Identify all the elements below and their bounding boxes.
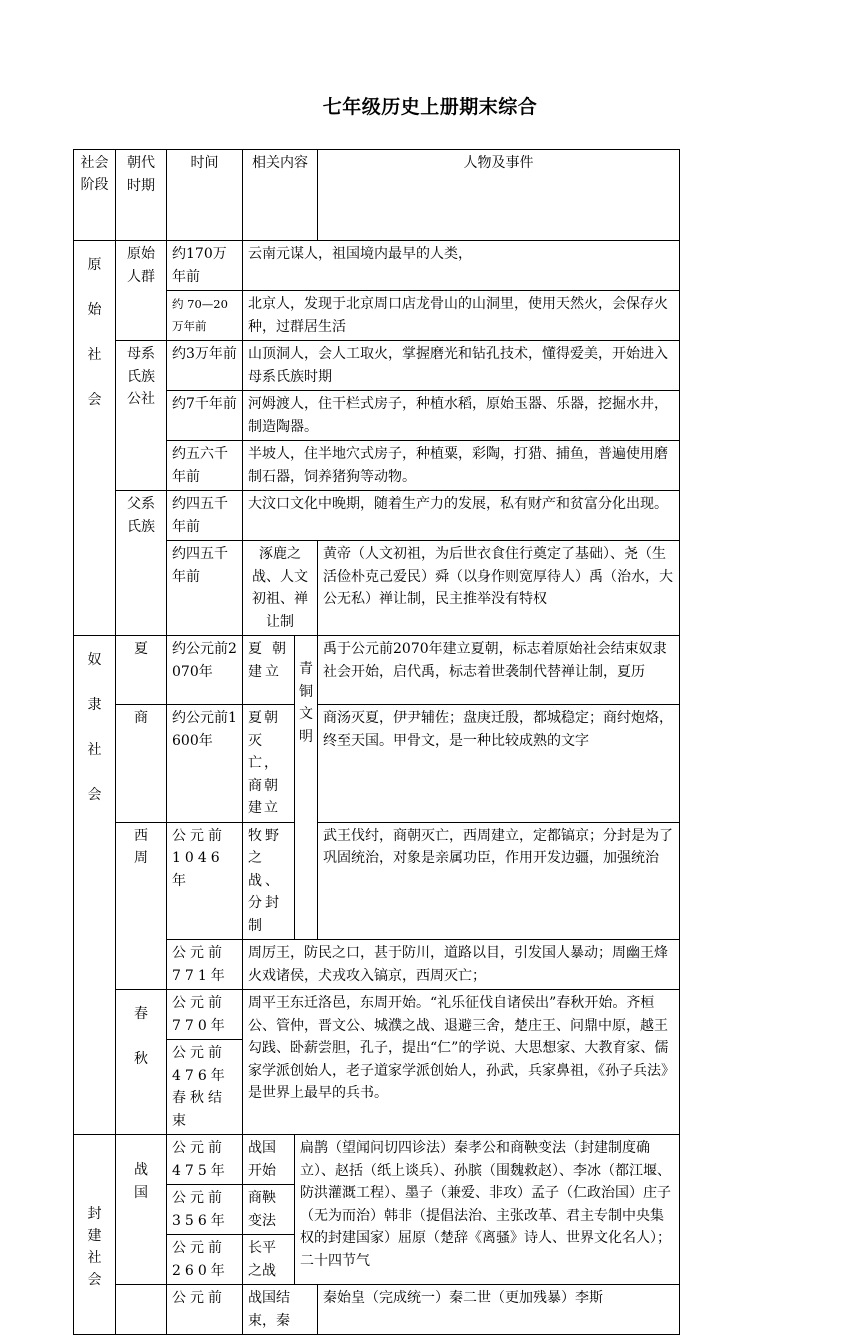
- header-time: 时间: [167, 150, 243, 241]
- time-cell: 公元前1046年: [167, 822, 243, 940]
- table-row: [74, 822, 680, 940]
- header-people: 人物及事件: [318, 150, 680, 241]
- event-cell: 扁鹊（望闻问切四诊法）秦孝公和商鞅变法（封建制度确立）、赵括（纸上谈兵）、孙膑（围魏救赵）、李冰（都江堰、防洪灌溉工程）、墨子（兼爱、非攻）孟子（仁政治国）庄子（无为而治）韩非（提倡法治、主张改革、君主专制中央集权的封建国家）屈原（楚辞《离骚》诗人、世界文化名人）；二十四节气: [295, 1135, 680, 1285]
- time-cell: 约170万年前: [167, 241, 243, 291]
- time-cell: 约7千年前: [167, 391, 243, 441]
- period-chunqiu: 春秋: [116, 990, 167, 1135]
- table-row: [74, 241, 680, 291]
- table-row: [74, 1285, 680, 1335]
- event-cell: 半坡人，住半地穴式房子，种植粟，彩陶，打猎、捕鱼，普遍使用磨制石器，饲养猪狗等动物。: [243, 441, 680, 491]
- related-cell: 夏朝灭亡，商朝建立: [243, 705, 295, 823]
- time-cell: 公元前476年春秋结束: [167, 1040, 243, 1135]
- stage-feudal: 封建社会: [74, 1135, 116, 1335]
- history-table: [73, 149, 680, 1335]
- table-header-row: [74, 150, 680, 241]
- related-cell: 商鞅变法: [243, 1185, 295, 1235]
- time-cell: 公元前771年: [167, 940, 243, 990]
- time-cell: 公元前356年: [167, 1185, 243, 1235]
- table-row: [74, 491, 680, 541]
- time-cell: 公元前475年: [167, 1135, 243, 1185]
- time-cell: 约公元前1600年: [167, 705, 243, 823]
- period-matriarchal: 母系氏族公社: [116, 341, 167, 491]
- time-cell: 约3万年前: [167, 341, 243, 391]
- period-xizhou: 西周: [116, 822, 167, 990]
- stage-slave: 奴隶社会: [74, 636, 116, 1135]
- period-cell-empty: [116, 1285, 167, 1335]
- table-row: [74, 705, 680, 823]
- table-row: [74, 636, 680, 705]
- related-cell: 战国开始: [243, 1135, 295, 1185]
- related-cell: 战国结束，秦: [243, 1285, 318, 1335]
- related-cell: 牧野之战、分封制: [243, 822, 295, 940]
- page-title: 七年级历史上册期末综合: [322, 96, 538, 118]
- table-row: [74, 341, 680, 391]
- header-stage: 社会阶段: [74, 150, 116, 241]
- event-cell: 周厉王，防民之口，甚于防川，道路以目，引发国人暴动；周幽王烽火戏诸侯，犬戎攻入镐京，西周灭亡；: [243, 940, 680, 990]
- stage-primitive: 原始社会: [74, 241, 116, 636]
- event-cell: 周平王东迁洛邑，东周开始。“礼乐征伐自诸侯出”春秋开始。齐桓公、管仲，晋文公、城濮之战、退避三舍，楚庄王、问鼎中原，越王勾践、卧薪尝胆，孔子，提出“仁”的学说、大思想家、大教育家、儒家学派创始人，老子道家学派创始人，孙武，兵家鼻祖，《孙子兵法》是世界上最早的兵书。: [243, 990, 680, 1135]
- related-cell: 涿鹿之战、人文初祖、禅让制: [243, 541, 318, 636]
- event-cell: 山顶洞人，会人工取火，掌握磨光和钻孔技术，懂得爱美，开始进入母系氏族时期: [243, 341, 680, 391]
- time-cell: 公元前260年: [167, 1235, 243, 1285]
- event-cell: 武王伐纣，商朝灭亡，西周建立，定都镐京；分封是为了巩固统治，对象是亲属功臣，作用开发边疆，加强统治: [318, 822, 680, 940]
- time-cell: 约 70—20万年前: [167, 291, 243, 341]
- event-cell: 河姆渡人，住干栏式房子，种植水稻，原始玉器、乐器，挖掘水井，制造陶器。: [243, 391, 680, 441]
- event-cell: 大汶口文化中晚期，随着生产力的发展，私有财产和贫富分化出现。: [243, 491, 680, 541]
- event-cell: 禹于公元前2070年建立夏朝，标志着原始社会结束奴隶社会开始，启代禹，标志着世袭制代替禅让制，夏历: [318, 636, 680, 705]
- header-period: 朝代时期: [116, 150, 167, 241]
- related-cell: 夏朝建立: [243, 636, 295, 705]
- related-cell: 长平之战: [243, 1235, 295, 1285]
- event-cell: 黄帝（人文初祖，为后世衣食住行奠定了基础）、尧（生活俭朴克己爱民）舜（以身作则宽厚待人）禹（治水，大公无私）禅让制，民主推举没有特权: [318, 541, 680, 636]
- event-cell: 北京人，发现于北京周口店龙骨山的山洞里，使用天然火，会保存火种，过群居生活: [243, 291, 680, 341]
- period-shang: 商: [116, 705, 167, 823]
- time-cell: 约五六千年前: [167, 441, 243, 491]
- event-cell: 商汤灭夏，伊尹辅佐；盘庚迁殷，都城稳定；商纣炮烙，终至天国。甲骨文，是一种比较成熟的文字: [318, 705, 680, 823]
- time-cell: 公元前770年: [167, 990, 243, 1040]
- header-related: 相关内容: [243, 150, 318, 241]
- bronze-civilization: 青铜文明: [295, 636, 318, 940]
- period-patriarchal: 父系氏族: [116, 491, 167, 636]
- event-cell: 云南元谋人，祖国境内最早的人类，: [243, 241, 680, 291]
- event-cell: 秦始皇（完成统一）秦二世（更加残暴）李斯: [318, 1285, 680, 1335]
- period-primitive-group: 原始人群: [116, 241, 167, 341]
- table-row: [74, 1135, 680, 1185]
- period-xia: 夏: [116, 636, 167, 705]
- time-cell: 公元前: [167, 1285, 243, 1335]
- time-cell: 约四五千年前: [167, 541, 243, 636]
- time-cell: 约公元前2070年: [167, 636, 243, 705]
- period-zhanguo: 战国: [116, 1135, 167, 1285]
- table-row: [74, 990, 680, 1040]
- time-cell: 约四五千年前: [167, 491, 243, 541]
